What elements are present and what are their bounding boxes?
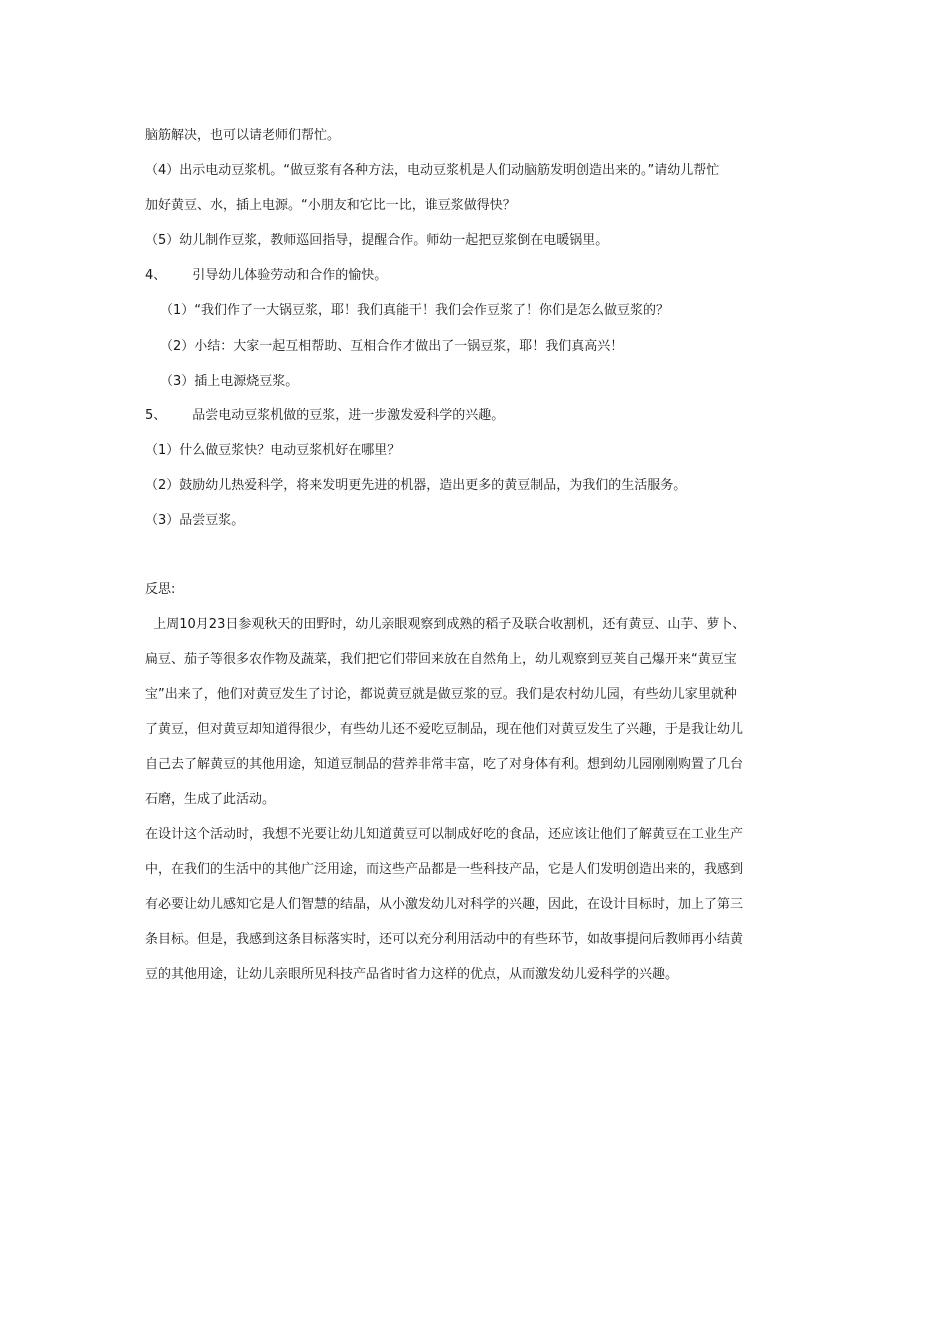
section-number: 5、 — [145, 408, 167, 423]
paragraph-line: 石磨，生成了此活动。 — [145, 792, 276, 807]
section-5-heading — [145, 407, 504, 425]
section-title: 引导幼儿体验劳动和合作的愉快。 — [192, 268, 388, 283]
list-item: （2）小结：大家一起互相帮助、互相合作才做出了一锅豆浆，耶！我们真高兴！ — [160, 339, 624, 354]
list-item: （3）插上电源烧豆浆。 — [160, 374, 299, 389]
paragraph-line: 在设计这个活动时，我想不光要让幼儿知道黄豆可以制成好吃的食品，还应该让他们了解黄豆在工业生产 — [145, 827, 744, 842]
paragraph-line: 上周10月23日参观秋天的田野时，幼儿亲眼观察到成熟的稻子及联合收割机，还有黄豆、山芋、萝卜、 — [145, 617, 746, 632]
reflection-heading: 反思: — [145, 582, 176, 597]
list-item: （2）鼓励幼儿热爱科学，将来发明更先进的机器，造出更多的黄豆制品，为我们的生活服务。 — [145, 478, 687, 493]
list-item: （1）什么做豆浆快？电动豆浆机好在哪里？ — [145, 443, 401, 458]
text-line: （4）出示电动豆浆机。“做豆浆有各种方法，电动豆浆机是人们动脑筋发明创造出来的。”请幼儿帮忙 — [145, 163, 720, 178]
paragraph-line: 有必要让幼儿感知它是人们智慧的结晶，从小激发幼儿对科学的兴趣，因此，在设计目标时，加上了第三 — [145, 897, 744, 912]
list-item: （1）“我们作了一大锅豆浆，耶！我们真能干！我们会作豆浆了！你们是怎么做豆浆的？ — [160, 303, 670, 318]
paragraph-line: 中，在我们的生活中的其他广泛用途，而这些产品都是一些科技产品，它是人们发明创造出来的，我感到 — [145, 862, 744, 877]
paragraph-line: 豆的其他用途，让幼儿亲眼所见科技产品省时省力这样的优点，从而激发幼儿爱科学的兴趣。 — [145, 967, 679, 982]
list-item: （3）品尝豆浆。 — [145, 513, 245, 528]
paragraph-line: 了黄豆，但对黄豆却知道得很少，有些幼儿还不爱吃豆制品，现在他们对黄豆发生了兴趣，于是我让幼儿 — [145, 722, 744, 737]
section-title: 品尝电动豆浆机做的豆浆，进一步激发爱科学的兴趣。 — [192, 408, 505, 423]
text-line: 脑筋解决，也可以请老师们帮忙。 — [145, 128, 341, 143]
section-4-heading — [145, 267, 387, 285]
paragraph-line: 条目标。但是，我感到这条目标落实时，还可以充分利用活动中的有些环节，如故事提问后教师再小结黄 — [145, 932, 744, 947]
text-line: （5）幼儿制作豆浆，教师巡回指导，提醒合作。师幼一起把豆浆倒在电暖锅里。 — [145, 233, 609, 248]
paragraph-line: 扁豆、茄子等很多农作物及蔬菜，我们把它们带回来放在自然角上，幼儿观察到豆荚自己爆开来“黄豆宝 — [145, 652, 737, 667]
paragraph-line: 宝”出来了，他们对黄豆发生了讨论，都说黄豆就是做豆浆的豆。我们是农村幼儿园，有些幼儿家里就种 — [145, 687, 737, 702]
section-number: 4、 — [145, 268, 167, 283]
paragraph-line: 自己去了解黄豆的其他用途，知道豆制品的营养非常丰富，吃了对身体有利。想到幼儿园刚刚购置了几台 — [145, 757, 744, 772]
text-line: 加好黄豆、水，插上电源。“小朋友和它比一比，谁豆浆做得快？ — [145, 198, 516, 213]
